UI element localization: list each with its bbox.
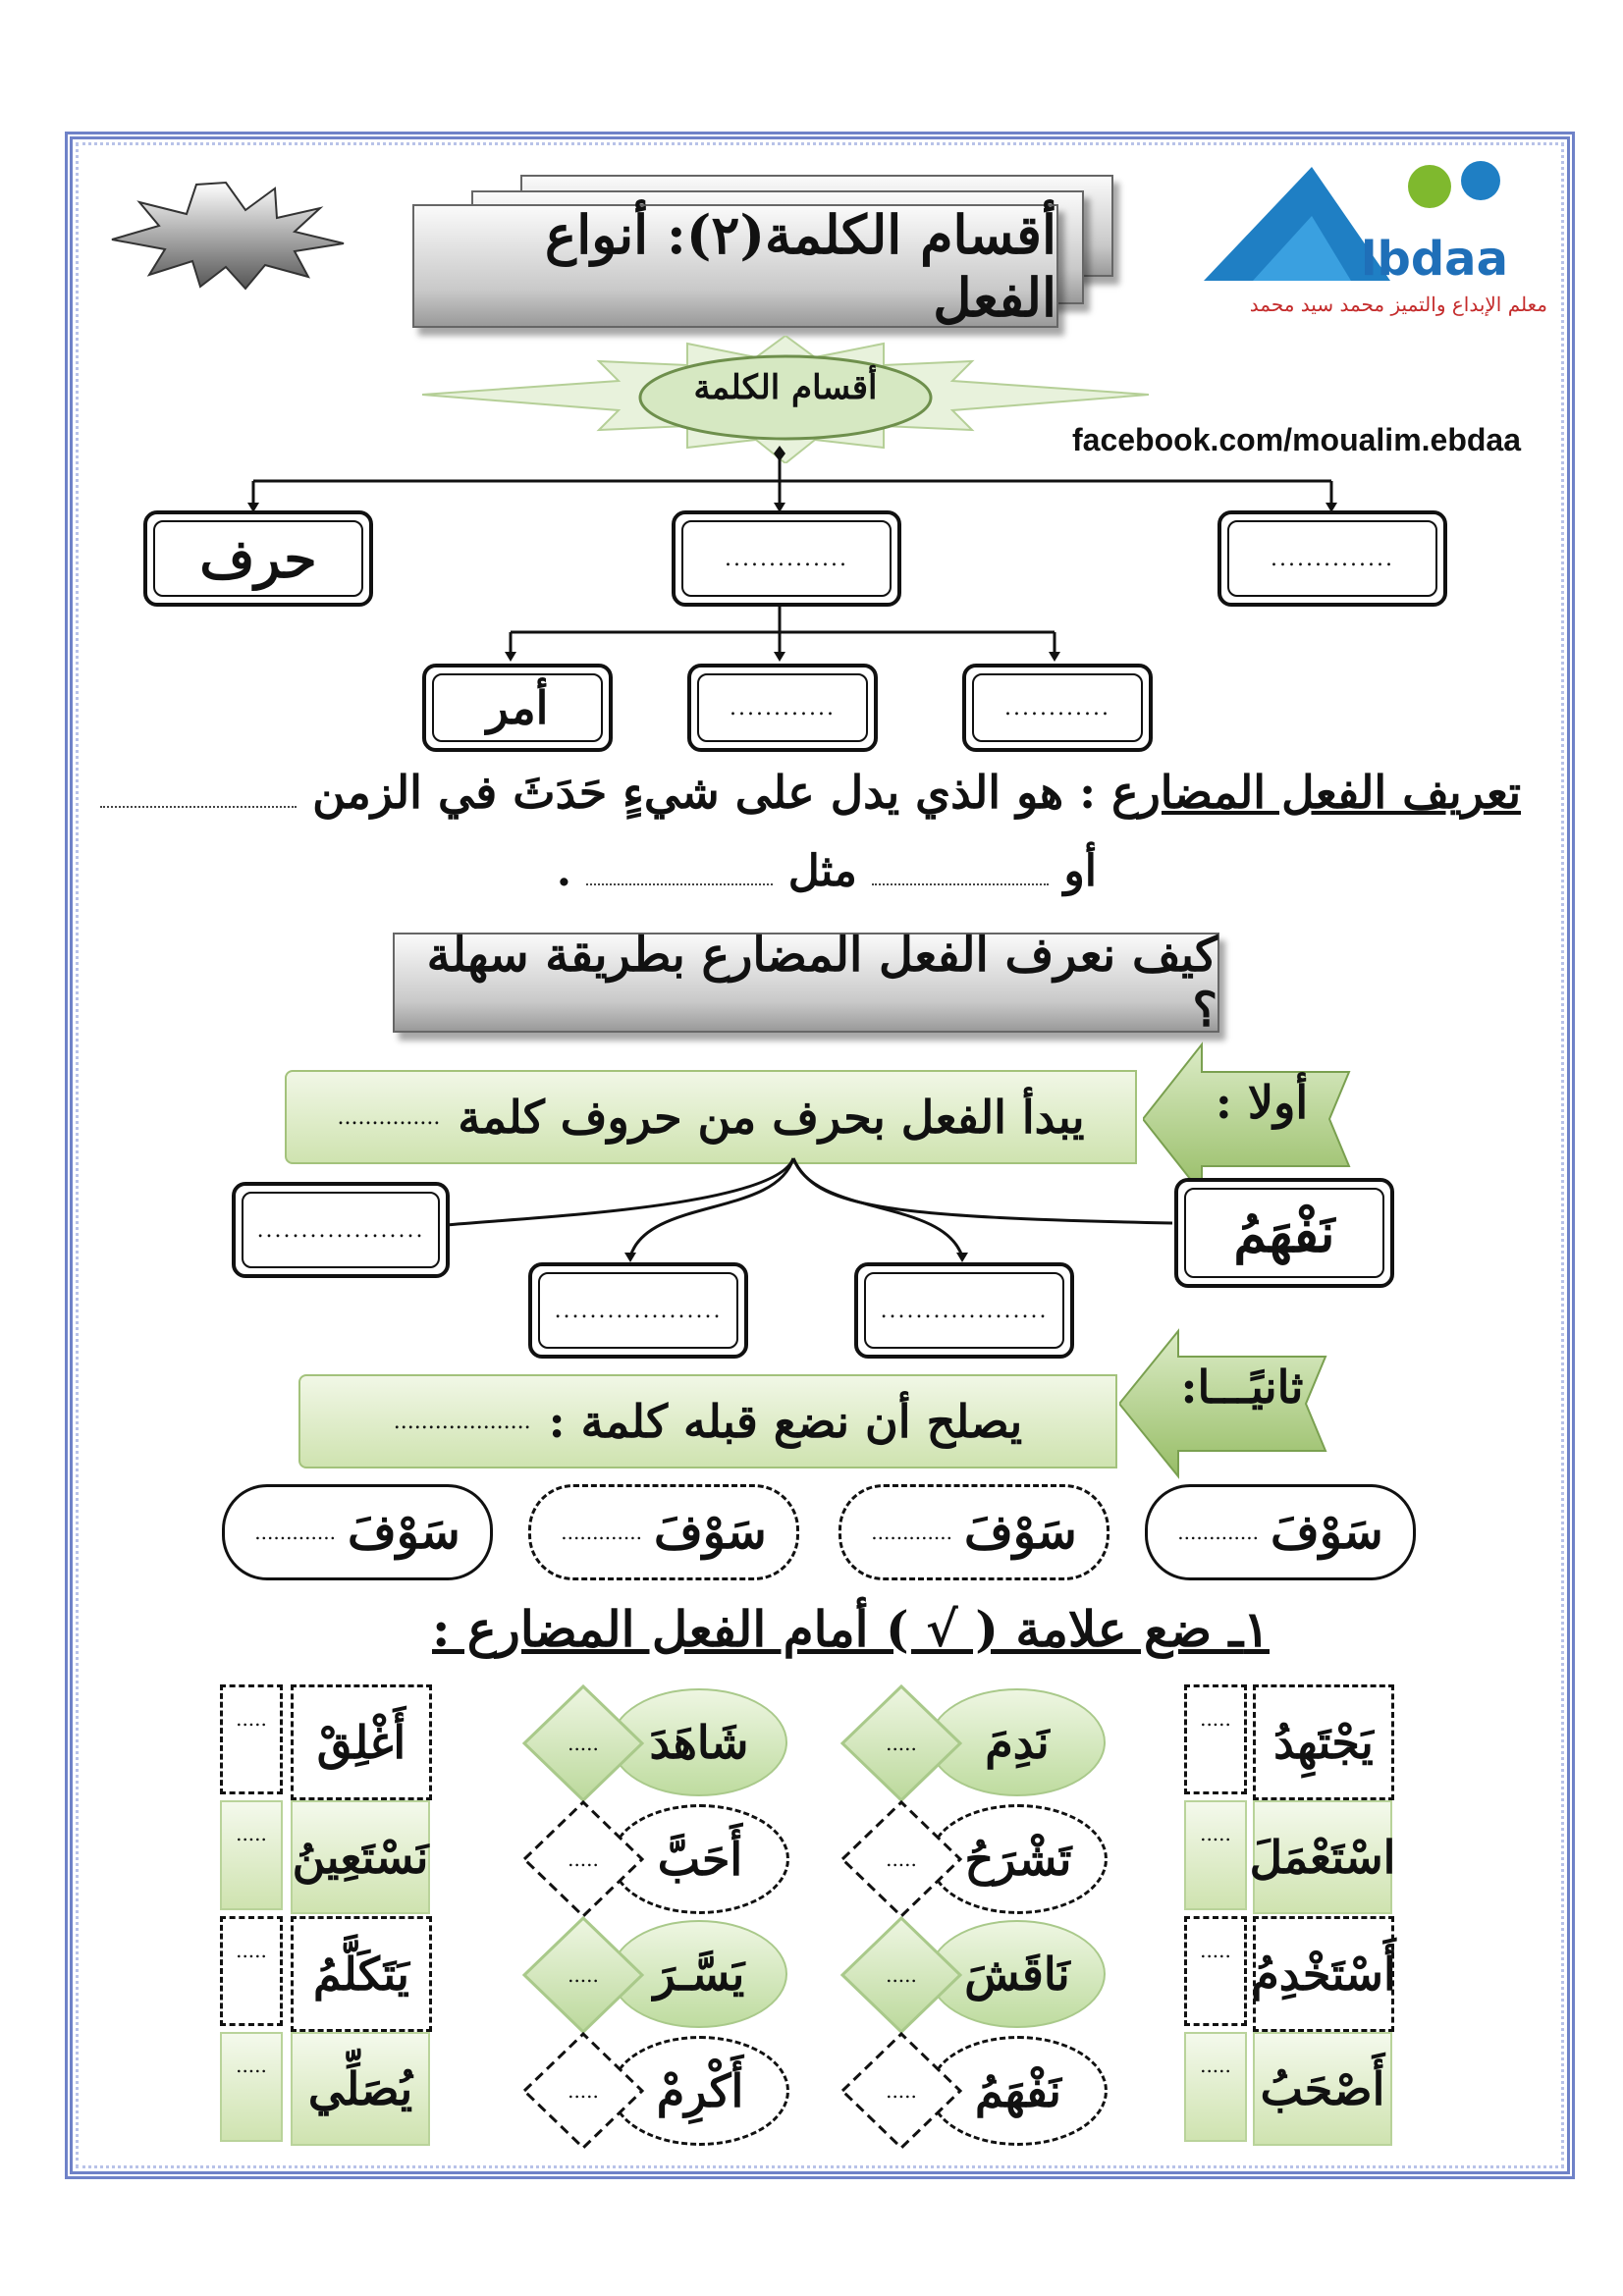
root-label: أقسام الكلمة [693,368,878,407]
verb-col3-row1: شَاهَدَ [611,1688,787,1796]
word-type-box-3: حرف [143,510,373,607]
check-col3-row4[interactable]: ..... [568,2079,599,2103]
verb-col1-row3: أَسْتَخْدِمُ [1253,1916,1394,2032]
exercise-title: ١ـ ضع علامة ( √ ) أمام الفعل المضارع : [431,1600,1270,1658]
check-col3-row3[interactable]: ..... [568,1963,599,1987]
diagram-connectors [0,0,1623,746]
verb-col2-row1: نَدِمَ [929,1688,1106,1796]
definition-example-label: مثل [787,846,857,896]
first-blank-box-1: ................... [232,1182,450,1278]
verb-col4-row1: أَغْلِقْ [291,1684,432,1800]
verb-col2-row3: نَاقَشَ [929,1920,1106,2028]
check-col4-row1[interactable]: ..... [220,1684,283,1794]
verb-col3-row2: أَحَبَّ [611,1804,789,1914]
definition-blank-3[interactable] [586,883,773,885]
facebook-link[interactable]: facebook.com/moualim.ebdaa [1072,422,1522,457]
verb-col3-row3: يَسَّـرَ [611,1920,787,2028]
sawf-box-3[interactable]: سَوْفَ ............. [528,1484,799,1580]
question-banner [393,928,1219,1038]
check-col4-row4[interactable]: ..... [220,2032,283,2142]
first-blank-box-2: ................... [854,1262,1074,1359]
first-arrow-label: أولا : [1215,1076,1309,1129]
page-title: أقسام الكلمة(٢): أنواع الفعل [544,203,1056,329]
sawf-box-4[interactable]: سَوْفَ ............. [222,1484,493,1580]
check-col1-row3[interactable]: ..... [1184,1916,1247,2026]
verb-type-box-1: ............ [962,664,1153,752]
verb-type-box-3: أمر [422,664,613,752]
definition-blank-2[interactable] [872,883,1049,885]
second-scroll [298,1374,1117,1468]
verb-col4-row3: يَتَكَلَّمُ [291,1916,432,2032]
verb-col1-row2: اسْتَعْمَلَ [1253,1800,1392,1914]
second-rule-text: يصلح أن نضع قبله كلمة : [548,1395,1023,1448]
sawf-box-2[interactable]: سَوْفَ ............. [839,1484,1109,1580]
check-col1-row2[interactable]: ..... [1184,1800,1247,1910]
first-rule-text: يبدأ الفعل بحرف من حروف كلمة [458,1091,1085,1144]
check-col4-row2[interactable]: ..... [220,1800,283,1910]
check-col1-row4[interactable]: ..... [1184,2032,1247,2142]
check-col2-row2[interactable]: ..... [886,1847,917,1871]
check-col3-row2[interactable]: ..... [568,1847,599,1871]
second-rule-blank[interactable]: .................... [393,1409,531,1434]
definition-period: . [556,846,572,896]
check-col1-row1[interactable]: ..... [1184,1684,1247,1794]
definition-line2 [557,846,1097,896]
definition-or: أو [1063,846,1097,896]
verb-col2-row4: نَفْهَمُ [929,2036,1108,2146]
definition-line1 [100,766,1521,819]
first-rule-blank[interactable]: ............... [337,1104,441,1130]
first-example-box: نَفْهَمُ [1174,1178,1394,1288]
verb-col4-row4: يُصَلِّي [291,2032,430,2146]
second-arrow-label: ثانيًـــا: [1180,1361,1304,1414]
check-col2-row1[interactable]: ..... [886,1732,917,1755]
verb-col2-row2: تَشْرَحُ [929,1804,1108,1914]
first-blank-box-3: ................... [528,1262,748,1359]
check-col4-row3[interactable]: ..... [220,1916,283,2026]
definition-blank-1[interactable] [100,806,297,808]
question-text: كيف نعرف الفعل المضارع بطريقة سهلة ؟ [426,928,1217,1038]
check-col3-row1[interactable]: ..... [568,1732,599,1755]
verb-col4-row2: نَسْتَعِينُ [291,1800,430,1914]
definition-text: : هو الذي يدل على شيءٍ حَدَثَ في الزمن [312,766,1097,819]
verb-col1-row1: يَجْتَهِدُ [1253,1684,1394,1800]
verb-col3-row4: أَكْرِمْ [611,2036,789,2146]
sawf-box-1[interactable]: سَوْفَ ............. [1145,1484,1416,1580]
check-col2-row3[interactable]: ..... [886,1963,917,1987]
verb-col1-row4: أَصْحَبُ [1253,2032,1392,2146]
definition-label: تعريف الفعل المضارع [1111,766,1521,819]
verb-type-box-2: ............ [687,664,878,752]
logo-name: lbdaa [1361,232,1508,287]
logo-tagline: معلم الإبداع والتميز محمد سيد محمد [1249,293,1547,316]
word-type-box-2: .............. [672,510,901,607]
check-col2-row4[interactable]: ..... [886,2079,917,2103]
word-type-box-1: .............. [1217,510,1447,607]
